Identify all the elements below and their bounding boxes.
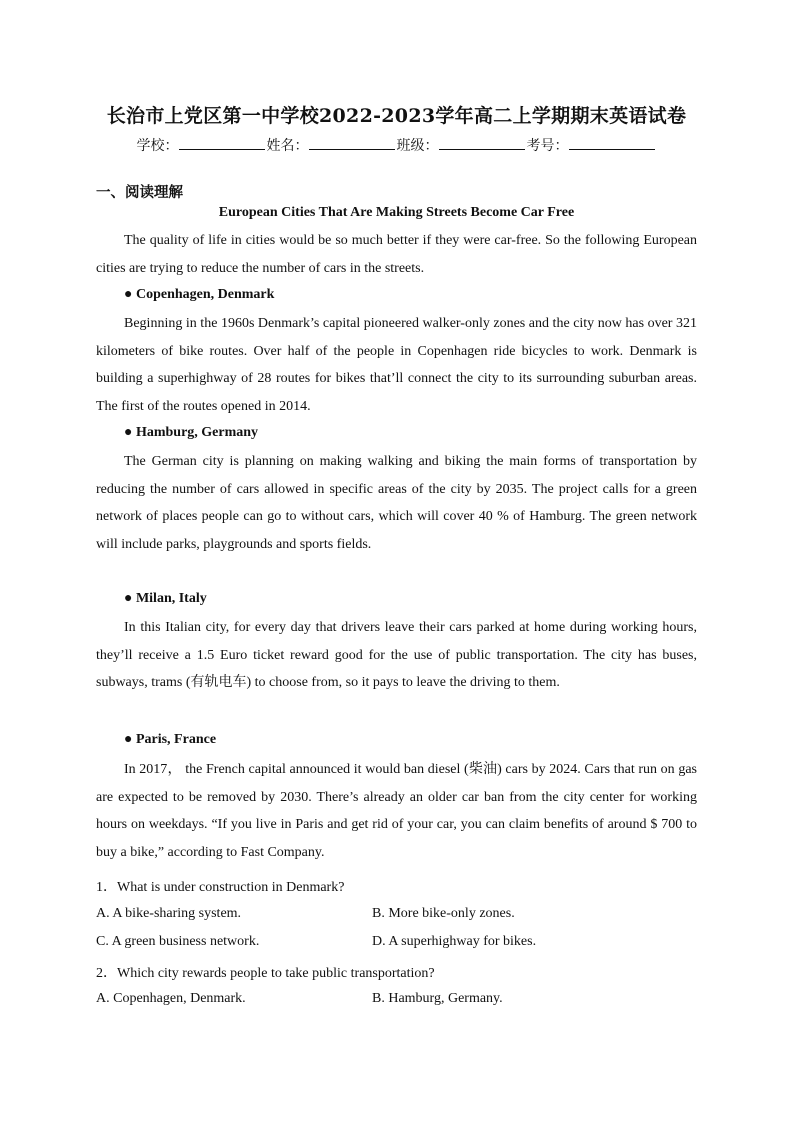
city-body-copenhagen: Beginning in the 1960s Denmark’s capital pioneered walker-only zones and the city now has over 321 kilometers of bike routes. Over half of the people in Copenhagen ride bicycles to work. Denmark is building a superhighway of 28 routes for bikes that’ll connect the city to its surrounding suburban areas. The first of the routes opened in 2014. (96, 316, 697, 414)
student-info-line (96, 135, 697, 155)
article-intro: The quality of life in cities would be so much better if they were car-free. So the following European cities are trying to reduce the number of cars in the streets. (96, 233, 697, 276)
school-label: 学校： (136, 138, 179, 154)
question-1-stem: 1．What is under construction in Denmark? (96, 880, 345, 895)
city-heading-hamburg: ● Hamburg, Germany (124, 425, 259, 440)
school-blank[interactable] (179, 135, 265, 150)
question-1-option-c[interactable]: C. A green business network. (96, 934, 260, 949)
article-title: European Cities That Are Making Streets Become Car Free (218, 205, 575, 220)
question-2-option-a[interactable]: A. Copenhagen, Denmark. (96, 991, 246, 1006)
city-heading-copenhagen: ● Copenhagen, Denmark (124, 287, 275, 302)
section-heading: 一、阅读理解 (96, 185, 183, 201)
city-heading-milan: ● Milan, Italy (124, 591, 207, 606)
city-heading-paris: ● Paris, France (124, 732, 217, 747)
exam-no-blank[interactable] (569, 135, 655, 150)
question-1-option-b[interactable]: B. More bike-only zones. (372, 906, 515, 921)
question-2-stem: 2．Which city rewards people to take public transportation? (96, 966, 435, 981)
city-body-paris: In 2017， the French capital announced it would ban diesel (柴油) cars by 2024. Cars that run on gas are expected to be removed by 2030. There’s already an older car ban from the city center for working hours on weekdays. “If you live in Paris and get rid of your car, you can claim benefits of around $ 700 to buy a bike,” according to Fast Company. (96, 762, 697, 860)
question-1-option-d[interactable]: D. A superhighway for bikes. (372, 934, 537, 949)
question-1-option-a[interactable]: A. A bike-sharing system. (96, 906, 242, 921)
name-blank[interactable] (309, 135, 395, 150)
city-body-hamburg: The German city is planning on making walking and biking the main forms of transportation by reducing the number of cars allowed in specific areas of the city by 2035. The project calls for a green network of places people can go to without cars, which will cover 40 % of Hamburg. The green network will include parks, playgrounds and sports fields. (96, 454, 697, 552)
question-2-option-b[interactable]: B. Hamburg, Germany. (372, 991, 503, 1006)
class-label: 班级： (396, 138, 439, 154)
name-label: 姓名： (266, 138, 309, 154)
exam-title: 长治市上党区第一中学校2022-2023学年高二上学期期末英语试卷 (106, 105, 687, 127)
class-blank[interactable] (439, 135, 525, 150)
exam-no-label: 考号： (526, 138, 569, 154)
city-body-milan: In this Italian city, for every day that drivers leave their cars parked at home during working hours, they’ll receive a 1.5 Euro ticket reward good for the use of public transportation. The city has buses, subways, trams (有轨电车) to choose from, so it pays to leave the driving to them. (96, 620, 697, 691)
